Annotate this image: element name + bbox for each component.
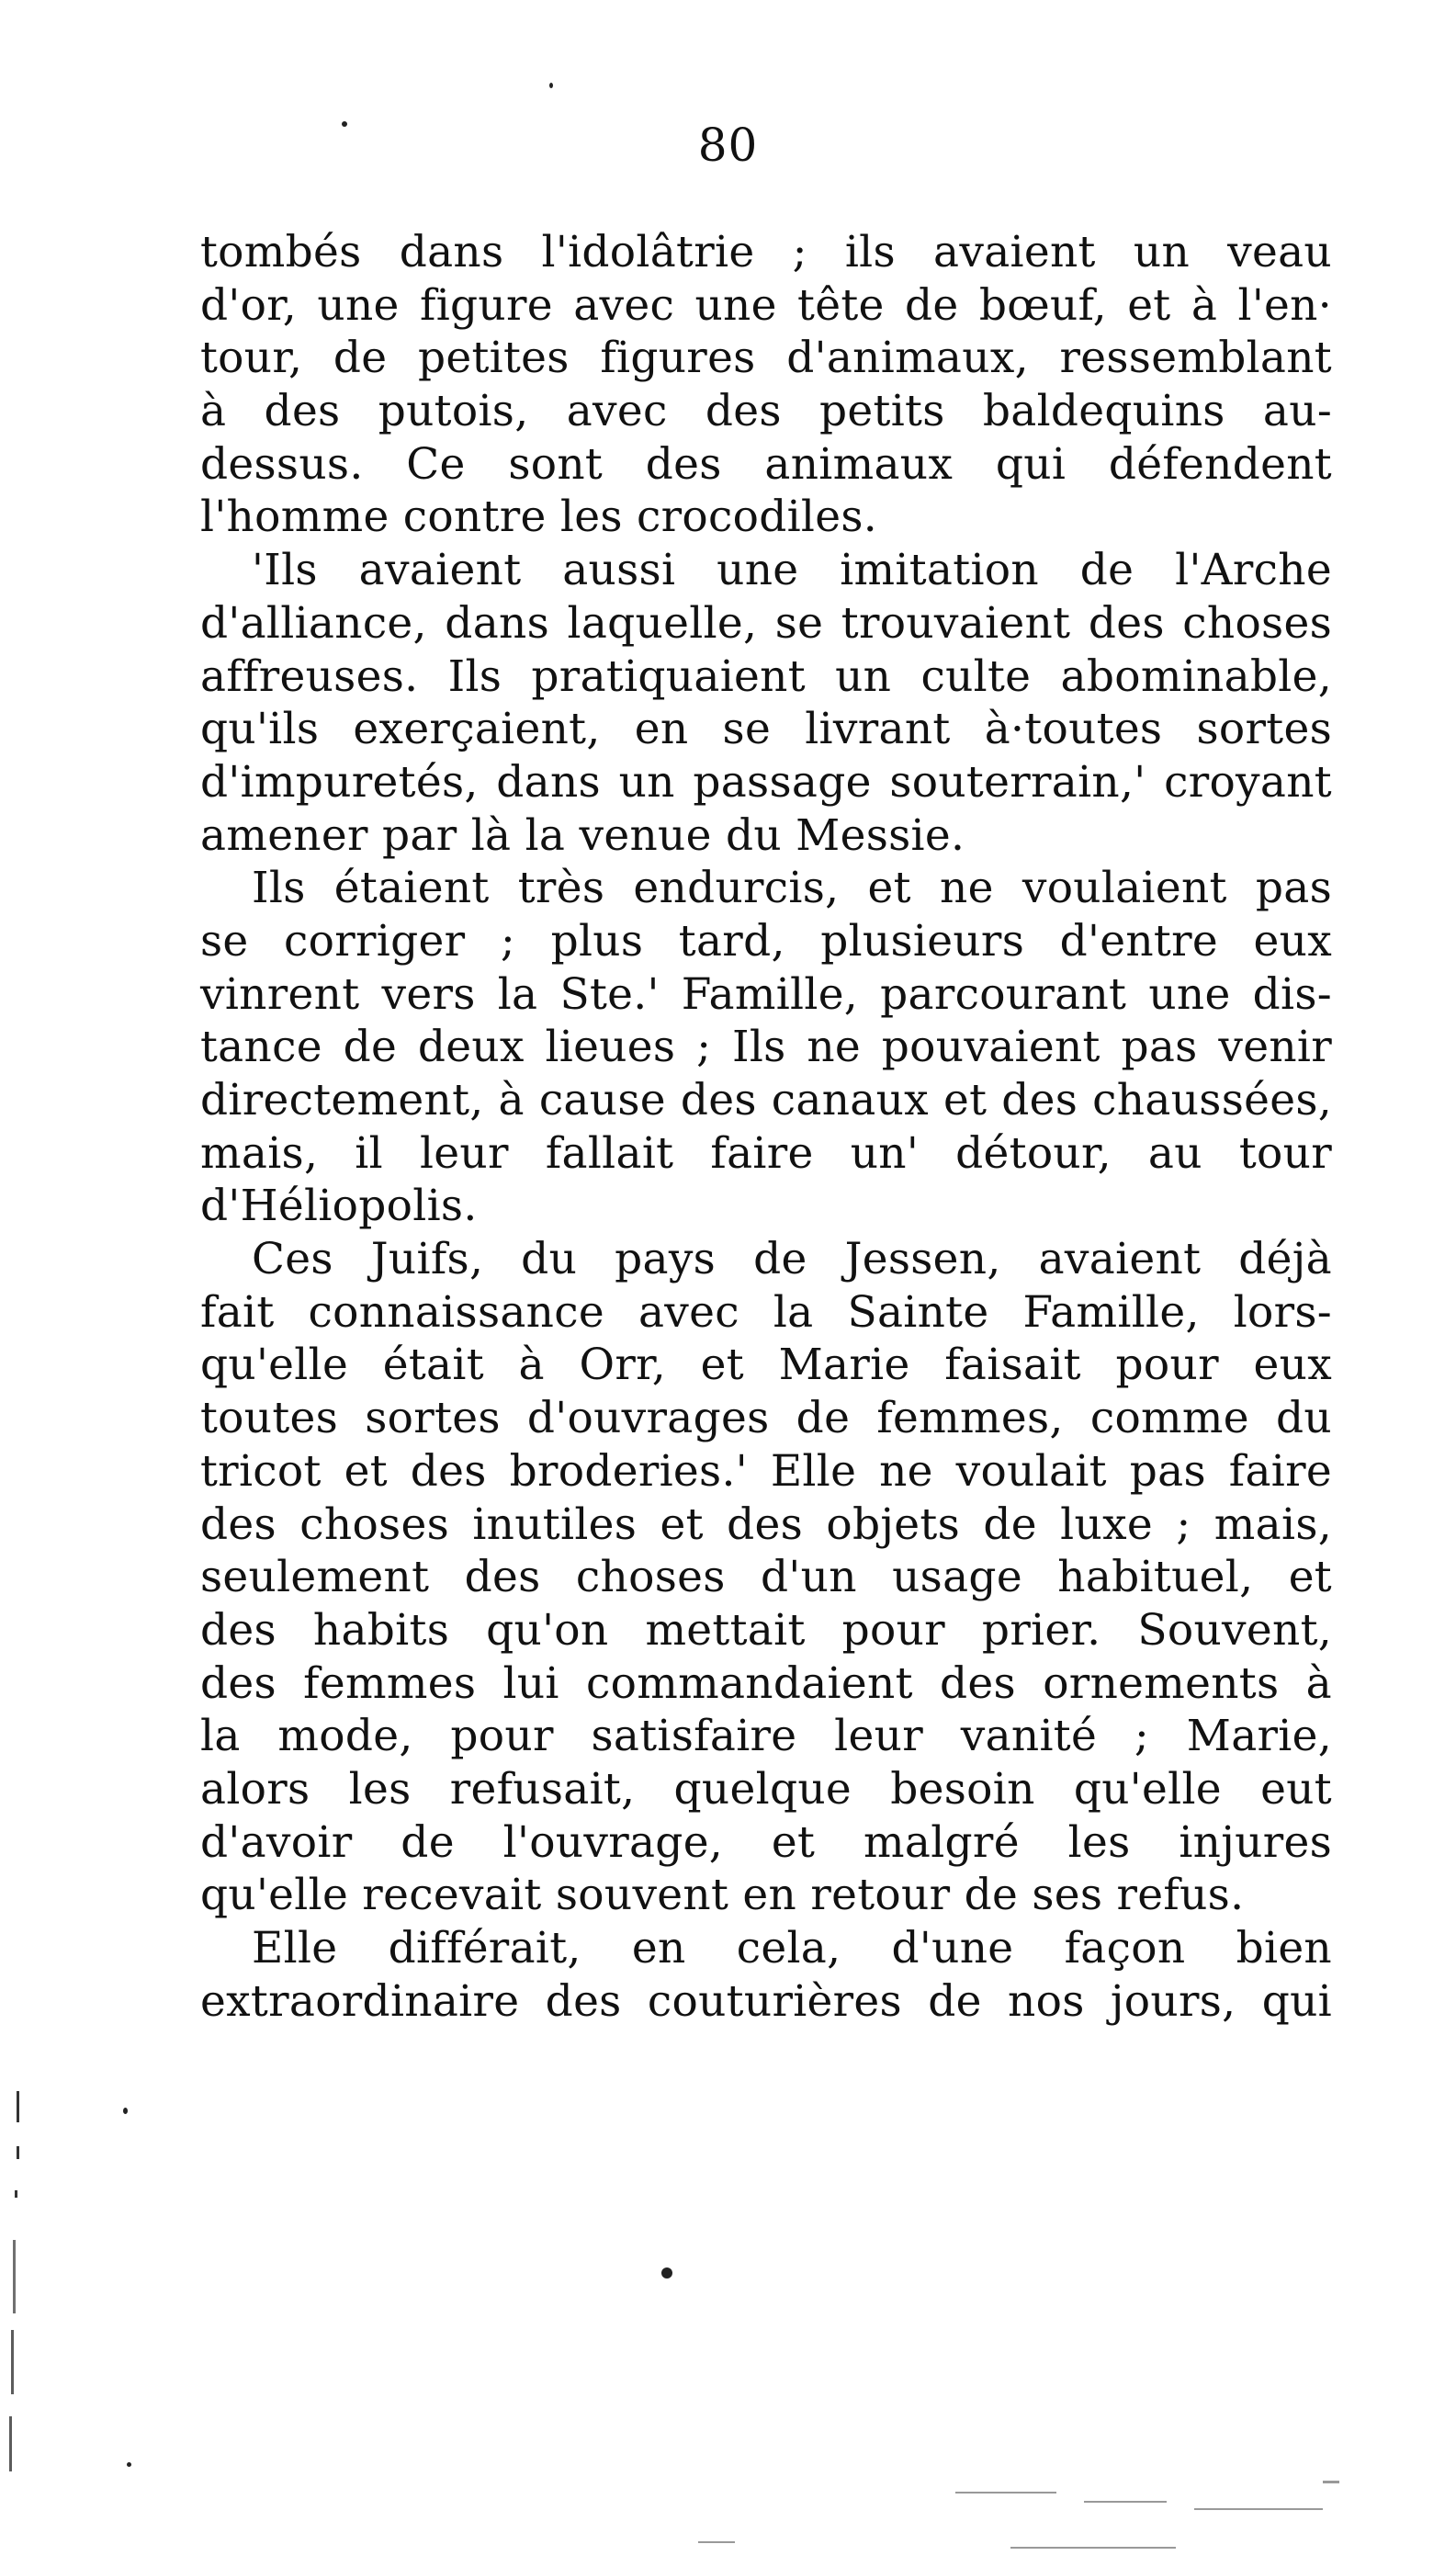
text-line: 'Ils avaient aussi une imitation de l'Arche — [252, 545, 1332, 596]
scan-margin-mark — [9, 2416, 12, 2471]
text-line: alors les refusait, quelque besoin qu'elle eut — [200, 1763, 1332, 1815]
text-line: la mode, pour satisfaire leur vanité ; Marie, — [200, 1711, 1332, 1762]
text-line: se corriger ; plus tard, plusieurs d'entre eux — [200, 915, 1332, 967]
text-line: qu'elle était à Orr, et Marie faisait pour eux — [200, 1340, 1332, 1391]
text-line: d'avoir de l'ouvrage, et malgré les injures — [200, 1816, 1332, 1868]
text-line: vinrent vers la Ste.' Famille, parcourant une dis- — [200, 968, 1332, 1020]
scan-speck — [549, 83, 553, 88]
text-line: amener par là la venue du Messie. — [200, 809, 965, 861]
text-line: directement, à cause des canaux et des chaussées, — [200, 1075, 1332, 1125]
scan-margin-mark — [15, 2190, 17, 2198]
text-line: extraordinaire des couturières de nos jours, qui — [200, 1975, 1332, 2027]
scan-noise — [698, 2541, 735, 2543]
text-line: seulement des choses d'un usage habituel, et — [200, 1552, 1332, 1603]
scan-noise — [1010, 2547, 1176, 2549]
text-line: qu'ils exerçaient, en se livrant à·toutes sortes — [200, 704, 1332, 755]
text-line: des habits qu'on mettait pour prier. Souvent, — [200, 1604, 1332, 1656]
text-line: dessus. Ce sont des animaux qui défendent — [200, 438, 1332, 490]
text-line: Ces Juifs, du pays de Jessen, avaient déjà — [252, 1234, 1332, 1285]
text-line: fait connaissance avec la Sainte Famille, lors- — [200, 1286, 1332, 1338]
text-line: tricot et des broderies.' Elle ne voulait pas faire — [200, 1445, 1332, 1497]
text-line: qu'elle recevait souvent en retour de ses refus. — [200, 1870, 1245, 1921]
scan-noise — [1323, 2481, 1339, 2483]
text-line: à des putois, avec des petits baldequins au- — [200, 386, 1332, 437]
text-line: tombés dans l'idolâtrie ; ils avaient un veau — [200, 227, 1332, 277]
scan-speck — [123, 2108, 128, 2114]
text-line: Ils étaient très endurcis, et ne voulaient pas — [252, 863, 1332, 914]
text-line: des femmes lui commandaient des ornements à — [200, 1657, 1332, 1709]
text-line: tour, de petites figures d'animaux, ressemblant — [200, 333, 1332, 384]
page-number: 80 — [697, 119, 759, 172]
scan-speck — [661, 2267, 672, 2279]
text-line: tance de deux lieues ; Ils ne pouvaient pas venir — [200, 1022, 1332, 1073]
text-line: d'alliance, dans laquelle, se trouvaient des choses — [200, 597, 1332, 649]
body-text — [200, 226, 1332, 2028]
text-line: l'homme contre les crocodiles. — [200, 492, 878, 543]
scan-margin-mark — [17, 2091, 19, 2122]
text-line: d'impuretés, dans un passage souterrain,' croyant — [200, 756, 1332, 808]
scan-noise — [1084, 2501, 1167, 2503]
text-line: d'or, une figure avec une tête de bœuf, et à l'en· — [200, 279, 1332, 331]
scan-margin-mark — [13, 2240, 16, 2313]
text-line: toutes sortes d'ouvrages de femmes, comme du — [200, 1393, 1332, 1444]
scan-speck — [127, 2462, 131, 2467]
scan-noise — [955, 2492, 1056, 2493]
text-line: Elle différait, en cela, d'une façon bien — [252, 1923, 1332, 1973]
text-line: affreuses. Ils pratiquaient un culte abominable, — [200, 650, 1332, 702]
scan-noise — [1194, 2508, 1323, 2510]
text-line: des choses inutiles et des objets de luxe ; mais, — [200, 1498, 1332, 1550]
text-line: mais, il leur fallait faire un' détour, au tour — [200, 1127, 1332, 1179]
scan-margin-mark — [11, 2330, 14, 2394]
scan-margin-mark — [17, 2146, 19, 2159]
text-line: d'Héliopolis. — [200, 1181, 478, 1232]
